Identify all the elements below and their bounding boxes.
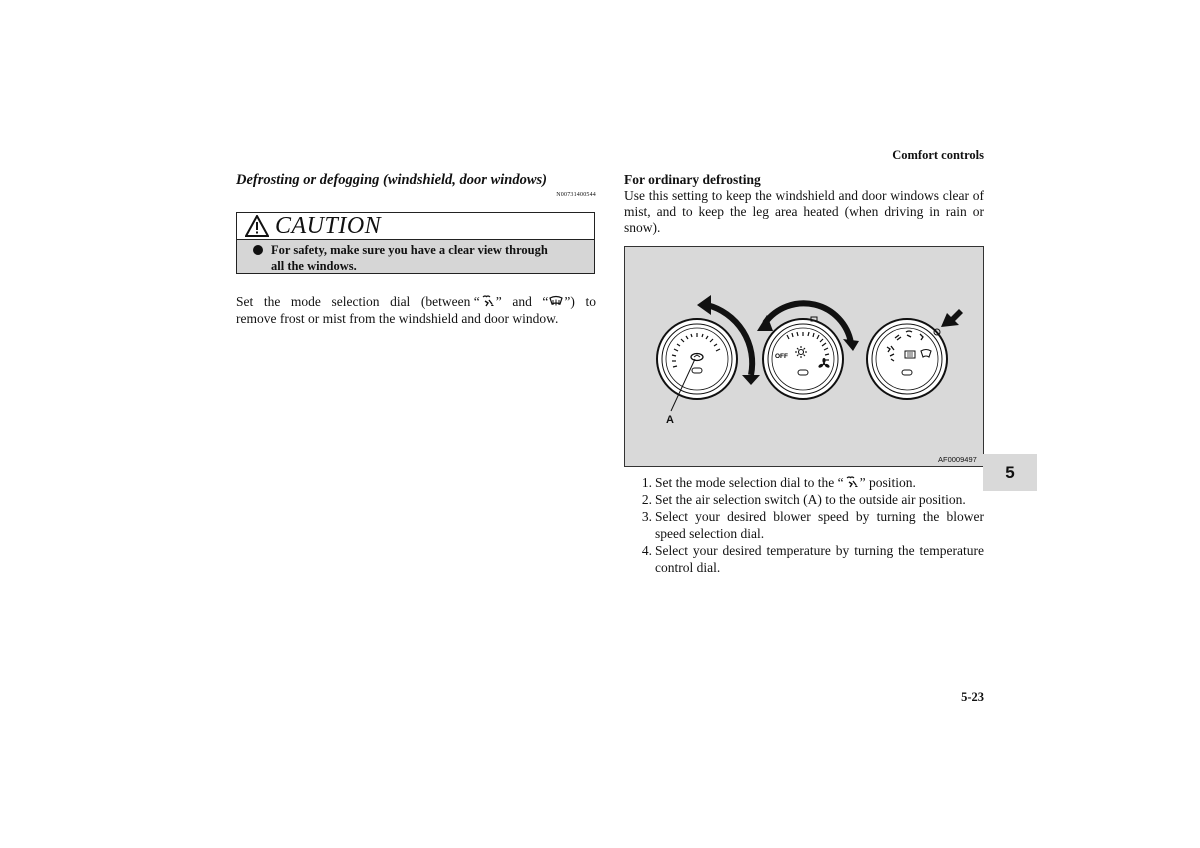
step-number: 4. [641, 543, 652, 558]
quote-open: “ [473, 294, 480, 309]
step-text: Select your desired temperature by turning the temperature control dial. [655, 543, 984, 575]
step-item [624, 474, 984, 491]
temperature-dial [657, 319, 737, 399]
caution-body [237, 240, 594, 273]
figure-label-a: A [666, 414, 674, 426]
off-label: OFF [775, 353, 788, 360]
control-panel-illustration [625, 247, 983, 466]
body-word: mode [290, 294, 321, 309]
control-panel-figure [624, 246, 984, 467]
quote-close: ” [495, 294, 502, 309]
steps-list [624, 474, 984, 576]
body-word: and [512, 294, 532, 309]
defrost-windshield-icon [548, 295, 564, 308]
body-word: the [263, 294, 281, 309]
body-paragraph [236, 294, 596, 327]
blower-dial [763, 317, 843, 399]
subsection-title: For ordinary defrosting [624, 172, 761, 187]
body-word: to [585, 294, 596, 309]
mode-pointer-arrow [941, 309, 963, 327]
body-line-1 [236, 294, 596, 311]
quote-close: ”) [564, 294, 575, 309]
step-item [624, 508, 984, 542]
warning-triangle-icon [245, 215, 269, 237]
body-word: Set [236, 294, 254, 309]
step-number: 2. [641, 492, 652, 507]
reference-code: N00731400544 [556, 192, 596, 198]
chapter-tab: 5 [983, 454, 1037, 491]
step-item [624, 491, 984, 508]
defrost-foot-icon [480, 295, 496, 308]
section-title: Defrosting or defogging (windshield, door windows) [236, 172, 547, 188]
caution-text-line-2: all the windows. [271, 259, 357, 273]
body-line-2: remove frost or mist from the windshield and door window. [236, 310, 559, 326]
body-word: (between [420, 294, 471, 309]
step-item [624, 542, 984, 576]
step-text: Set the air selection switch (A) to the outside air position. [655, 492, 966, 507]
quote-open: “ [542, 294, 549, 309]
body-word: dial [390, 294, 411, 309]
body-word-group [421, 294, 502, 311]
body-word: selection [331, 294, 380, 309]
caution-text-line-1: For safety, make sure you have a clear view through [271, 243, 548, 257]
figure-code: AF0009497 [938, 455, 977, 464]
body-word-group [542, 294, 575, 311]
step-text: Select your desired blower speed by turning the blower speed selection dial. [655, 509, 984, 541]
intro-paragraph: Use this setting to keep the windshield and door windows clear of mist, and to keep the leg area heated (when driving in rain or snow). [624, 188, 984, 235]
step-number: 3. [641, 509, 652, 524]
bullet-icon [253, 245, 263, 255]
mode-selection-dial [867, 319, 947, 399]
defrost-foot-icon [844, 476, 860, 489]
step-number: 1. [641, 475, 652, 490]
step-text [655, 474, 984, 491]
running-header: Comfort controls [892, 148, 984, 162]
caution-header [237, 213, 594, 240]
caution-box [236, 212, 595, 274]
page-number: 5-23 [961, 690, 984, 704]
step-text-post: ” position. [859, 475, 916, 490]
caution-label: CAUTION [275, 213, 382, 239]
step-text-pre: Set the mode selection dial to the “ [655, 475, 844, 490]
